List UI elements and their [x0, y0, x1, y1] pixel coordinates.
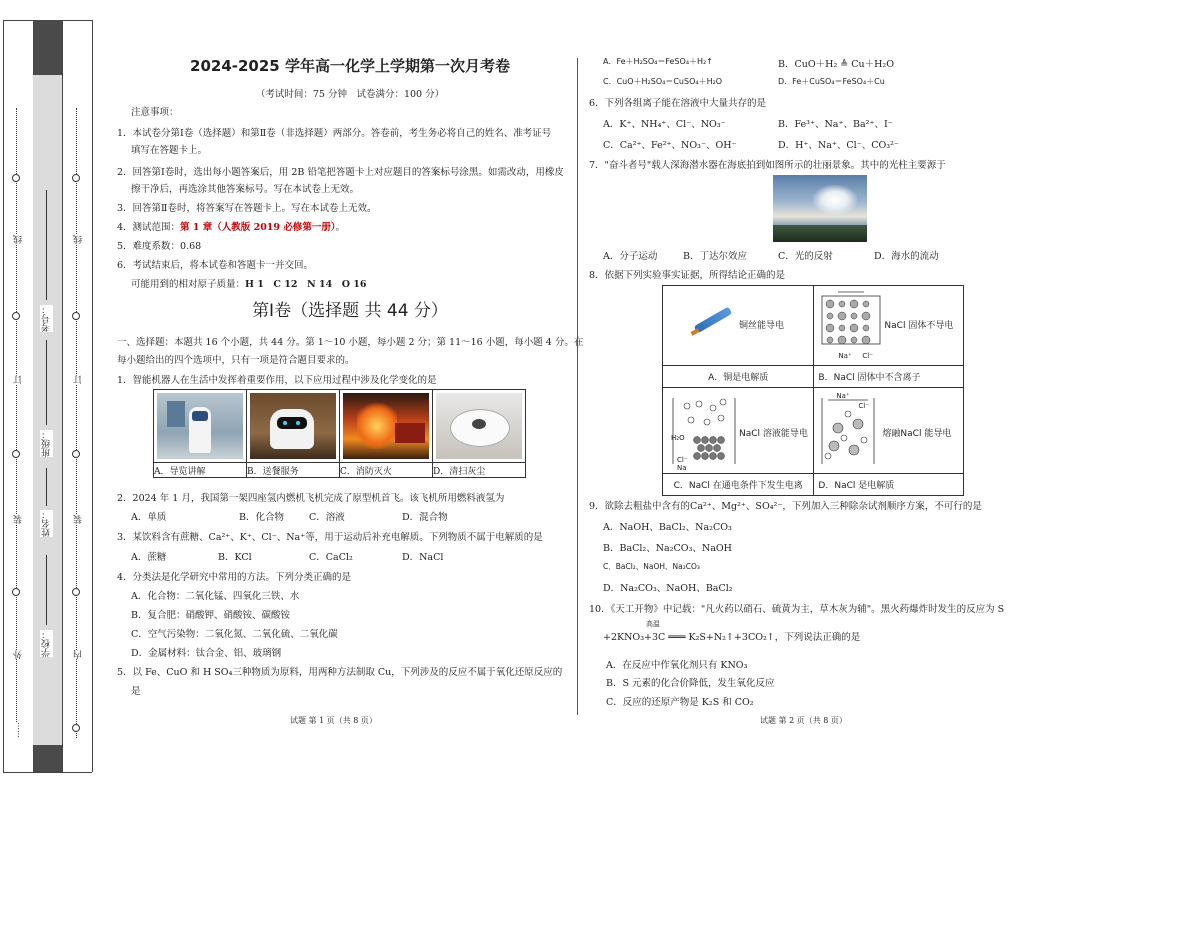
- binding-label-zhuang-outer: 装: [14, 515, 24, 524]
- q8-cl-label-2: Cl⁻: [677, 456, 688, 464]
- q2-option-c: C．溶液: [309, 512, 345, 523]
- q10-option-c: C．反应的还原产物是 K₂S 和 CO₂: [606, 697, 754, 708]
- class-label: 班级：: [42, 430, 52, 457]
- q10-option-b: B．S 元素的化合价降低，发生氧化反应: [606, 678, 775, 689]
- binding-label-line-outer: 线: [14, 235, 24, 244]
- section-intro-1: 一、选择题：本题共 16 个小题，共 44 分。第 1～10 小题，每小题 2 分；第 11～16 小题，每小题 4 分。在: [117, 337, 584, 348]
- atomic-mass-values: H 1 C 12 N 14 O 16: [245, 279, 367, 290]
- q5-stem-cont: 是: [131, 686, 141, 697]
- q6-option-a: A．K⁺、NH₄⁺、Cl⁻、NO₃⁻: [603, 119, 726, 130]
- q5-option-d: D．Fe＋CuSO₄＝FeSO₄＋Cu: [778, 77, 885, 86]
- q8-cl-label-3: Cl⁻: [858, 402, 869, 410]
- q1-option-b: B．送餐服务: [247, 463, 340, 478]
- q2-option-d: D．混合物: [402, 512, 448, 523]
- q1-option-d: D．清扫灰尘: [433, 463, 526, 478]
- test-range: 第 1 章（人教版 2019 必修第一册）: [180, 222, 336, 233]
- robot-firefighting-image: [343, 393, 429, 459]
- q8-nacl-solution-label: NaCl 溶液能导电: [739, 429, 808, 439]
- q2-stem: 2．2024 年 1 月，我国第一架四座氢内燃机飞机完成了原型机首飞。该飞机所用燃料液氢为: [117, 493, 505, 504]
- q8-cell-nacl-molten: [814, 388, 964, 474]
- q6-option-c: C．Ca²⁺、Fe²⁺、NO₃⁻、OH⁻: [603, 140, 737, 151]
- q4-stem: 4．分类法是化学研究中常用的方法。下列分类正确的是: [117, 572, 352, 583]
- binding-label-wai: 外: [14, 650, 24, 659]
- notice-item-4-prefix: 4．测试范围：: [117, 222, 181, 233]
- q8-cell-nacl-solution: [663, 388, 814, 474]
- notice-item-6: 6．考试结束后，将本试卷和答题卡一并交回。: [117, 260, 314, 271]
- q9-stem: 9．欲除去粗盐中含有的Ca²⁺、Mg²⁺、SO₄²⁻，下列加入三种除杂试剂顺序方案，不可行的是: [589, 501, 982, 512]
- q7-stem: 7．"奋斗者号"载人深海潜水器在海底拍到如图所示的壮丽景象。其中的光柱主要源于: [589, 160, 946, 171]
- binding-label-ding-outer: 订: [14, 375, 24, 384]
- q1-stem: 1．智能机器人在生活中发挥着重要作用，以下应用过程中涉及化学变化的是: [117, 375, 437, 386]
- q8-option-d: D．NaCl 是电解质: [814, 474, 964, 496]
- notice-item-3: 3．回答第Ⅱ卷时，将答案写在答题卡上。写在本试卷上无效。: [117, 203, 377, 214]
- notice-item-2-cont: 擦干净后，再选涂其他答案标号。写在本试卷上无效。: [131, 184, 360, 195]
- binding-dots: ……: [12, 722, 21, 738]
- q8-na-ion-label: Na⁺: [838, 352, 852, 360]
- q6-option-d: D．H⁺、Na⁺、Cl⁻、CO₃²⁻: [778, 140, 899, 151]
- q4-option-d: D．金属材料：钛合金、铝、玻璃钢: [131, 648, 282, 659]
- robot-delivery-image: [250, 393, 336, 459]
- q2-option-b: B．化合物: [239, 512, 284, 523]
- q6-stem: 6．下列各组离子能在溶液中大量共存的是: [589, 98, 767, 109]
- q9-option-c: C．BaCl₂、NaOH、Na₂CO₃: [603, 562, 700, 571]
- atomic-mass-prefix: 可能用到的相对原子质量：: [131, 279, 246, 290]
- copper-wire-icon: [694, 307, 733, 334]
- q8-cl-ion-label: Cl⁻: [862, 352, 873, 360]
- section-title: 第Ⅰ卷（选择题 共 44 分）: [252, 301, 448, 321]
- q9-option-a: A．NaOH、BaCl₂、Na₂CO₃: [603, 522, 732, 533]
- exam-number-label: 考号：: [42, 305, 52, 332]
- q5-option-a: A．Fe＋H₂SO₄＝FeSO₄＋H₂↑: [603, 57, 713, 66]
- q8-experiment-table: [662, 285, 964, 496]
- molten-nacl-ions-icon: [818, 394, 878, 468]
- q9-option-d: D．Na₂CO₃、NaOH、BaCl₂: [603, 583, 733, 594]
- q8-nacl-solid-label: NaCl 固体不导电: [884, 321, 954, 331]
- q3-option-d: D．NaCl: [402, 552, 444, 563]
- footer-left: 试题 第 1 页（共 8 页）: [290, 716, 377, 725]
- page-title: 2024-2025 学年高一化学上学期第一次月考卷: [190, 57, 510, 75]
- q8-cell-copper: [663, 286, 814, 366]
- q9-option-b: B．BaCl₂、Na₂CO₃、NaOH: [603, 543, 732, 554]
- atomic-mass-line: [131, 276, 367, 290]
- exam-info: （考试时间：75 分钟 试卷满分：100 分）: [255, 89, 445, 100]
- q8-option-c: C．NaCl 在通电条件下发生电离: [663, 474, 814, 496]
- q3-option-a: A．蔗糖: [131, 552, 167, 563]
- notice-item-1-cont: 填写在答题卡上。: [131, 145, 208, 156]
- notice-item-1: 1．本试卷分第Ⅰ卷（选择题）和第Ⅱ卷（非选择题）两部分。答卷前，考生务必将自己的姓名、准考证号: [117, 128, 552, 139]
- q8-h2o-label: H₂O: [671, 434, 685, 442]
- tyndall-effect-photo: [773, 175, 867, 242]
- q5-option-c: C．CuO＋H₂SO₄＝CuSO₄＋H₂O: [603, 77, 723, 86]
- q5-option-b: B．CuO＋H₂ ≜ Cu＋H₂O: [778, 59, 895, 70]
- q8-stem: 8．依据下列实验事实证据，所得结论正确的是: [589, 270, 786, 281]
- notice-item-4-suffix: 。: [335, 222, 346, 233]
- notice-item-5: 5．难度系数：0.68: [117, 241, 202, 252]
- notice-item-2: 2．回答第Ⅰ卷时，选出每小题答案后，用 2B 铅笔把答题卡上对应题目的答案标号涂黑。如需改动，用橡皮: [117, 167, 564, 178]
- q8-copper-label: 铜丝能导电: [739, 321, 785, 331]
- q1-option-a: A．导览讲解: [154, 463, 247, 478]
- q8-option-a: A．铜是电解质: [663, 366, 814, 388]
- q5-stem: 5．以 Fe、CuO 和 H SO₄三种物质为原料，用两种方法制取 Cu，下列涉及的反应不属于氧化还原反应的: [117, 667, 563, 678]
- q8-na-label-3: Na⁺: [836, 392, 850, 400]
- q10-option-a: A．在反应中作氧化剂只有 KNO₃: [606, 660, 748, 671]
- page-divider: [577, 58, 578, 715]
- q10-condition: 高温: [646, 620, 660, 628]
- robot-guide-image: [157, 393, 243, 459]
- nacl-solid-lattice-icon: [818, 290, 884, 352]
- q8-molten-label: 熔融NaCl 能导电: [882, 429, 952, 439]
- q10-stem-cont: +2KNO₃+3C ═══ K₂S+N₂↑+3CO₂↑，下列说法正确的是: [603, 632, 861, 643]
- q4-option-c: C．空气污染物：二氧化氮、二氧化硫、二氧化碳: [131, 629, 338, 640]
- q3-option-c: C．CaCl₂: [309, 552, 353, 563]
- q1-image-table: [153, 389, 526, 478]
- q7-option-d: D．海水的流动: [874, 251, 939, 262]
- notice-item-4: [117, 219, 345, 233]
- binding-label-zhuang-inner: 装: [74, 515, 84, 524]
- q7-option-c: C．光的反射: [778, 251, 833, 262]
- binding-label-line-inner: 线: [74, 235, 84, 244]
- q7-option-a: A．分子运动: [603, 251, 658, 262]
- q6-option-b: B．Fe³⁺、Na⁺、Ba²⁺、I⁻: [778, 119, 893, 130]
- name-label: 姓名：: [42, 510, 52, 537]
- binding-label-nei: 内: [74, 650, 84, 659]
- q10-stem: 10．《天工开物》中记载："凡火药以硝石、硫黄为主，草木灰为辅"。黑火药爆炸时发生的反应为 S: [589, 604, 1005, 615]
- school-label: 学校：: [42, 630, 52, 657]
- binding-label-ding-inner: 订: [74, 375, 84, 384]
- q2-option-a: A．单质: [131, 512, 167, 523]
- q1-option-c: C．消防灭火: [340, 463, 433, 478]
- q3-option-b: B．KCl: [218, 552, 252, 563]
- q8-option-b: B．NaCl 固体中不含离子: [814, 366, 964, 388]
- q3-stem: 3．某饮料含有蔗糖、Ca²⁺、K⁺、Cl⁻、Na⁺等，用于运动后补充电解质。下列物质不属于电解质的是: [117, 532, 543, 543]
- q4-option-a: A．化合物：二氧化锰、四氧化三铁、水: [131, 591, 300, 602]
- q8-na-label-2: Na: [677, 464, 687, 472]
- footer-right: 试题 第 2 页（共 8 页）: [760, 716, 847, 725]
- q8-cell-nacl-solid: [814, 286, 964, 366]
- q4-option-b: B．复合肥：硝酸钾、硝酸铵、碳酸铵: [131, 610, 290, 621]
- section-intro-2: 每小题给出的四个选项中，只有一项是符合题目要求的。: [117, 355, 355, 366]
- notice-heading: 注意事项：: [131, 107, 179, 118]
- q7-option-b: B．丁达尔效应: [683, 251, 747, 262]
- robot-vacuum-image: [436, 393, 522, 459]
